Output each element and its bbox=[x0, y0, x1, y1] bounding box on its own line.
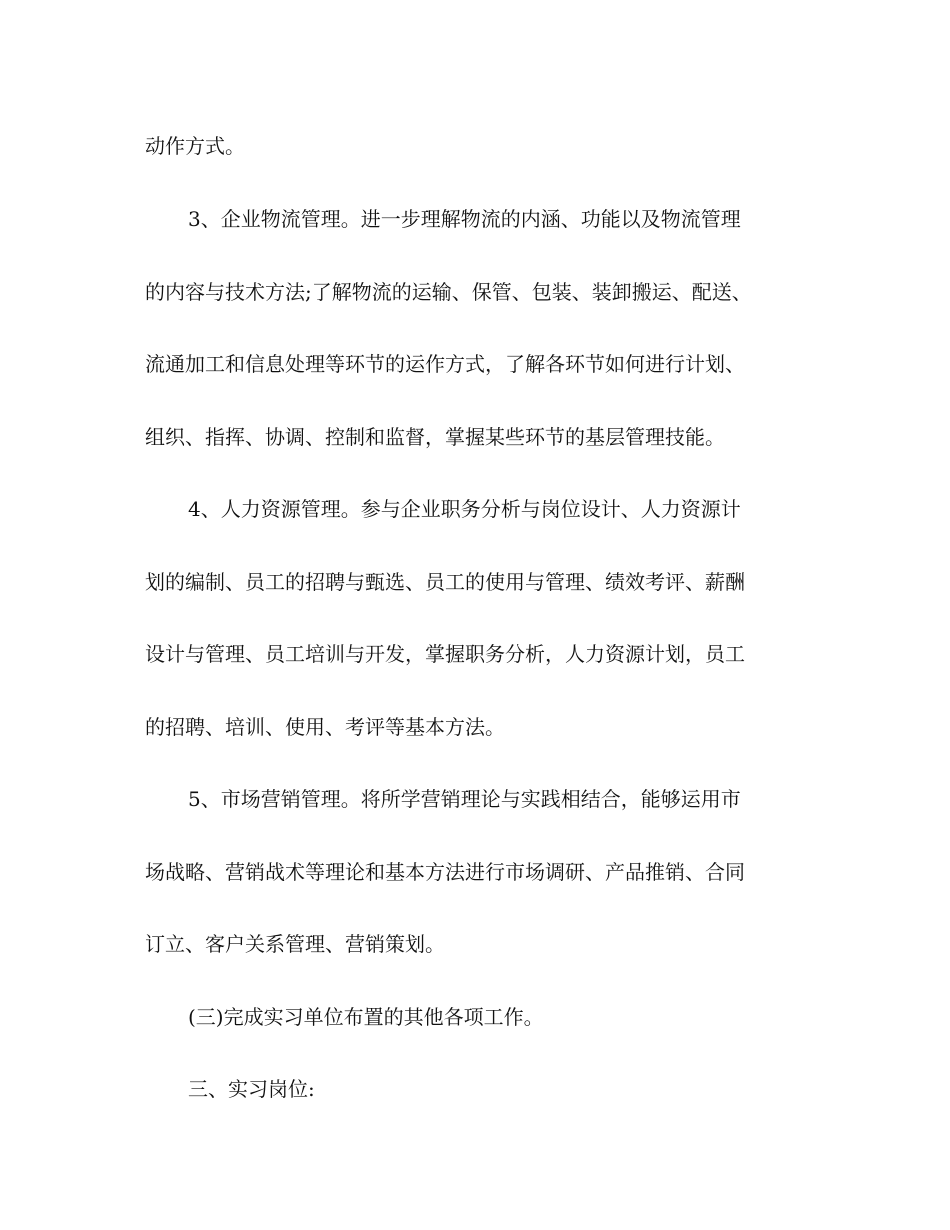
text-line: 5、市场营销管理。将所学营销理论与实践相结合，能够运用市 bbox=[188, 787, 741, 811]
text-line: 4、人力资源管理。参与企业职务分析与岗位设计、人力资源计 bbox=[188, 497, 741, 521]
text-line: 动作方式。 bbox=[145, 134, 245, 158]
text-line: 流通加工和信息处理等环节的运作方式，了解各环节如何进行计划、 bbox=[145, 352, 745, 376]
text-line: (三)完成实习单位布置的其他各项工作。 bbox=[188, 1005, 544, 1029]
text-line: 3、企业物流管理。进一步理解物流的内涵、功能以及物流管理 bbox=[188, 207, 741, 231]
text-line: 订立、客户关系管理、营销策划。 bbox=[145, 932, 445, 956]
text-line: 的内容与技术方法;了解物流的运输、保管、包装、装卸搬运、配送、 bbox=[145, 280, 752, 304]
text-line: 组织、指挥、协调、控制和监督，掌握某些环节的基层管理技能。 bbox=[145, 425, 725, 449]
text-line: 划的编制、员工的招聘与甄选、员工的使用与管理、绩效考评、薪酬 bbox=[145, 570, 745, 594]
text-line: 设计与管理、员工培训与开发，掌握职务分析，人力资源计划，员工 bbox=[145, 642, 745, 666]
text-line: 的招聘、培训、使用、考评等基本方法。 bbox=[145, 715, 505, 739]
text-line: 三、实习岗位: bbox=[188, 1077, 315, 1101]
text-line: 场战略、营销战术等理论和基本方法进行市场调研、产品推销、合同 bbox=[145, 860, 745, 884]
